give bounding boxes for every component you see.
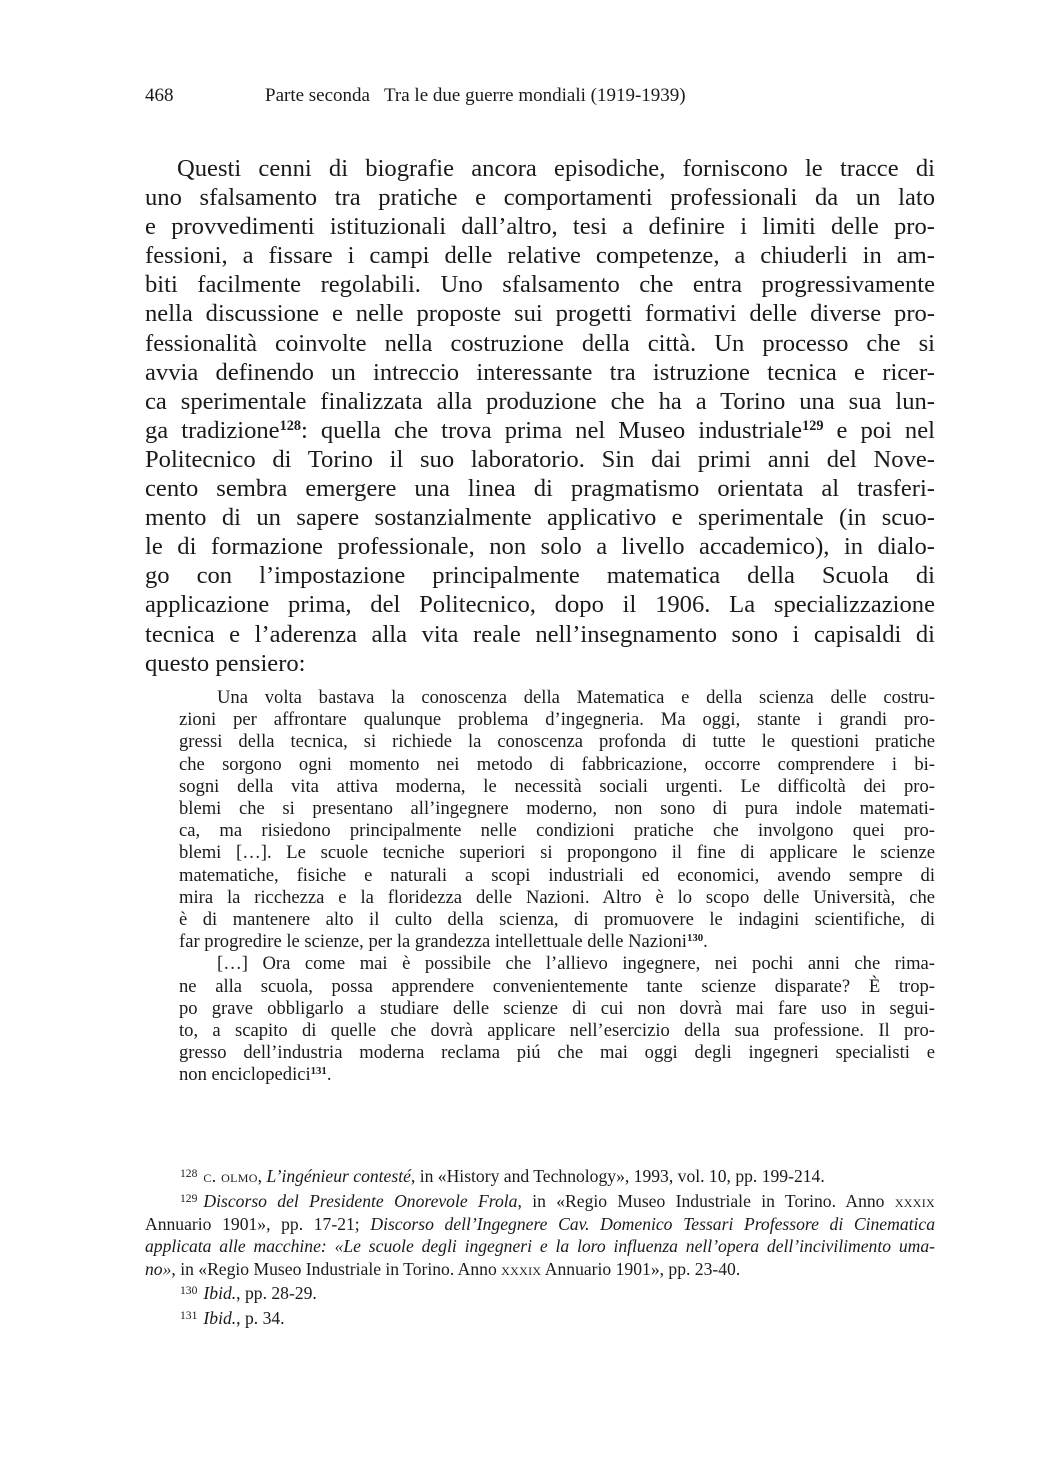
body-paragraph xyxy=(145,154,935,678)
footnote-title: Ibid. xyxy=(203,1283,237,1304)
quote-line: matematiche, fisiche e naturali a scopi industriali ed economici, avendo sempre di xyxy=(179,864,935,886)
part-title: Parte seconda xyxy=(265,85,370,106)
body-line: questo pensiero: xyxy=(145,649,306,677)
footnote-text: , in «History and Technology», 1993, vol. 10, pp. 199-214. xyxy=(410,1166,825,1187)
footnote-number: 130 xyxy=(180,1284,198,1298)
quote-line: è di mantenere alto il culto della scienza, di promuovere le indagini scientifiche, di xyxy=(179,909,935,931)
body-line: tecnica e l’aderenza alla vita reale nell’insegnamento sono i capisaldi di xyxy=(145,620,935,648)
footnote-author: c. olmo xyxy=(203,1166,258,1187)
footnote-title: no» xyxy=(145,1258,172,1279)
footnote-128 xyxy=(145,1163,935,1188)
quote-line-with-ref xyxy=(179,1064,935,1086)
footnote-ref-128[interactable]: 128 xyxy=(279,418,301,434)
footnote-text: , in «Regio Museo Industriale in Torino. Anno xyxy=(517,1191,885,1212)
quote-text-fragment: . xyxy=(703,931,708,953)
quote-line: Una volta bastava la conoscenza della Matematica e della scienza delle costru- xyxy=(217,687,935,708)
footnote-ref-130[interactable]: 130 xyxy=(686,932,704,945)
footnote-text: , p. 34. xyxy=(236,1308,285,1329)
quote-line-with-ref xyxy=(179,931,935,953)
quote-text-fragment: far progredire le scienze, per la grandezza intellettuale delle Nazioni xyxy=(179,931,687,953)
body-text-fragment: ga tradizione xyxy=(145,416,280,444)
section-title: Tra le due guerre mondiali (1919-1939) xyxy=(383,85,686,106)
footnote-number: 129 xyxy=(180,1191,198,1205)
footnote-text: , pp. 28-29. xyxy=(236,1283,317,1304)
quote-line: blemi che si presentano all’ingegnere moderno, non sono di pura indole matemati- xyxy=(179,798,935,820)
footnote-text: , in «Regio Museo Industriale in Torino. Anno xyxy=(171,1258,497,1279)
footnote-ref-131[interactable]: 131 xyxy=(310,1065,327,1078)
body-line: avvia definendo un intreccio interessante tra istruzione tecnica e ricer- xyxy=(145,358,935,386)
body-text-fragment: : quella che trova prima nel Museo industriale xyxy=(300,416,803,444)
footnote-title: applicata alle macchine: «Le scuole degli ingegneri e la loro influenza nell’opera dell’incivilimento uma- xyxy=(145,1236,935,1257)
quote-text-fragment: non enciclopedici xyxy=(179,1064,311,1086)
quote-line: che sorgono ogni momento nei metodo di fabbricazione, occorre comprendere i bi- xyxy=(179,753,935,775)
footnote-ref-129[interactable]: 129 xyxy=(802,418,824,434)
quote-line: gresso dell’industria moderna reclama piú che mai oggi degli ingegneri specialisti e xyxy=(179,1042,935,1064)
body-line: Politecnico di Torino il suo laboratorio. Sin dai primi anni del Nove- xyxy=(145,445,935,473)
footnote-129-line xyxy=(145,1258,935,1281)
quote-line: ne alla scuola, possa apprendere convenientemente tante scienze disparate? È trop- xyxy=(179,975,935,997)
body-line: Questi cenni di biografie ancora episodiche, forniscono le tracce di xyxy=(177,155,935,182)
quote-line: gressi della tecnica, si richiede la conoscenza profonda di tutte le questioni pratiche xyxy=(179,731,935,753)
footnote-title: Ibid. xyxy=(203,1308,237,1329)
body-line: biti facilmente regolabili. Uno sfalsamento che entra progressivamente xyxy=(145,271,935,299)
footnote-129-line xyxy=(145,1213,935,1236)
footnote-131 xyxy=(145,1305,935,1330)
body-line: fessionalità coinvolte nella costruzione della città. Un processo che si xyxy=(145,329,935,357)
quote-line: mira la ricchezza e la floridezza delle Nazioni. Altro è lo scopo delle Università, che xyxy=(179,886,935,908)
running-head xyxy=(145,84,945,108)
page-number: 468 xyxy=(145,85,174,106)
footnote-number: 128 xyxy=(180,1167,198,1180)
footnote-title: Discorso del Presidente Onorevole Frola xyxy=(203,1191,518,1212)
footnote-text: Annuario 1901», pp. 17-21; xyxy=(145,1213,360,1234)
footnote-number: 131 xyxy=(180,1309,198,1323)
footnote-129 xyxy=(145,1188,935,1213)
footnote-text: xxxix xyxy=(501,1258,542,1279)
body-line-with-refs xyxy=(145,416,935,445)
body-line: fessioni, a fissare i campi delle relative competenze, a chiuderli in am- xyxy=(145,242,935,270)
quote-line: blemi […]. Le scuole tecniche superiori si propongono il fine di applicare le scienze xyxy=(179,842,935,864)
body-line: go con l’impostazione principalmente matematica della Scuola di xyxy=(145,562,935,590)
footnote-text: Annuario 1901», pp. 23-40. xyxy=(544,1258,741,1279)
quote-line: sogni della vita attiva moderna, le necessità sociali urgenti. Le difficoltà dei pro- xyxy=(179,775,935,797)
quote-line: to, a scapito di quelle che dovrà applicare nell’esercizio della sua professione. Il pro- xyxy=(179,1020,935,1042)
body-line: applicazione prima, del Politecnico, dopo il 1906. La specializzazione xyxy=(145,591,935,619)
body-line: cento sembra emergere una linea di pragmatismo orientata al trasferi- xyxy=(145,475,935,503)
body-text-fragment: e poi nel xyxy=(823,416,935,444)
quote-text-fragment: . xyxy=(326,1064,332,1086)
footnote-text: xxxix xyxy=(894,1191,935,1212)
footnote-text: , xyxy=(257,1166,267,1187)
body-line: nella discussione e nelle proposte sui progetti formativi delle diverse pro- xyxy=(145,300,935,328)
body-line: le di formazione professionale, non solo a livello accademico), in dialo- xyxy=(145,533,935,561)
body-line: ca sperimentale finalizzata alla produzione che ha a Torino una sua lun- xyxy=(145,387,935,415)
quote-line: ca, ma risiedono principalmente nelle condizioni pratiche che involgono quei pro- xyxy=(179,820,935,842)
footnote-129-line xyxy=(145,1235,935,1258)
quote-line: po grave obbligarlo a studiare delle scienze di cui non dovrà mai fare uso in segui- xyxy=(179,997,935,1019)
body-line: e provvedimenti istituzionali dall’altro, tesi a definire i limiti delle pro- xyxy=(145,213,935,241)
block-quote xyxy=(179,687,935,1087)
quote-line: zioni per affrontare qualunque problema d’ingegneria. Ma oggi, stante i grandi pro- xyxy=(179,709,935,731)
footnotes xyxy=(145,1163,935,1330)
body-line: mento di un sapere sostanzialmente applicativo e sperimentale (in scuo- xyxy=(145,504,935,532)
body-line: uno sfalsamento tra pratiche e comportamenti professionali da un lato xyxy=(145,184,935,212)
footnote-title: Discorso dell’Ingegnere Cav. Domenico Tessari Professore di Cinematica xyxy=(370,1213,935,1234)
footnote-130 xyxy=(145,1280,935,1305)
quote-line: […] Ora come mai è possibile che l’allievo ingegnere, nei pochi anni che rima- xyxy=(217,953,935,975)
footnote-title: L’ingénieur contesté xyxy=(266,1166,411,1187)
